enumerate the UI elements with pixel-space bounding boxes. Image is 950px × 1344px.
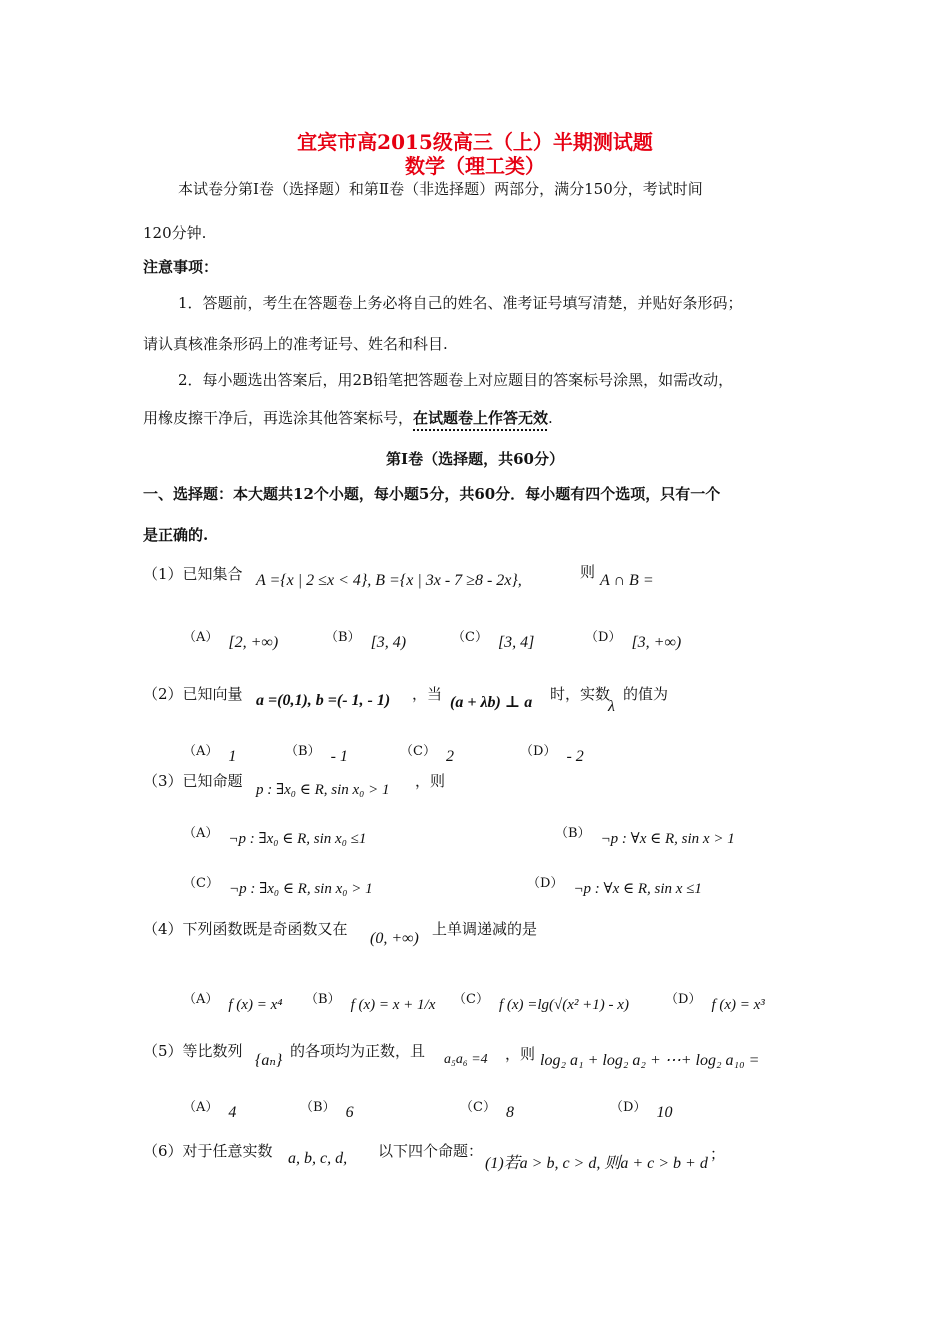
question-1-then: 则 — [580, 563, 596, 581]
note-2-period: . — [548, 409, 553, 427]
option-label: （A） — [183, 744, 219, 759]
question-5-option-c — [460, 1096, 514, 1122]
question-6-mid: 以下四个命题： — [378, 1142, 484, 1160]
option-value: ¬p : ∀x ∈ R, sin x > 1 — [600, 831, 735, 847]
question-2-tail: 时，实数 — [550, 685, 611, 703]
question-6-proposition-1: (1)若a > b, c > d, 则a + c > b + d — [485, 1155, 708, 1172]
question-1-option-d — [585, 626, 681, 652]
question-4-option-a — [183, 988, 282, 1014]
option-label: （B） — [305, 992, 341, 1007]
note-2-line-2 — [143, 407, 553, 428]
part1-heading: 第Ⅰ卷（选择题，共60分） — [386, 450, 564, 468]
question-5-stem: （5）等比数列 — [143, 1042, 243, 1060]
option-label: （A） — [183, 826, 219, 841]
question-4-option-b — [305, 988, 435, 1014]
question-2-vectors: a =(0,1), b =(- 1, - 1) — [256, 692, 391, 709]
option-label: （B） — [285, 744, 321, 759]
option-label: （C） — [452, 630, 488, 645]
question-1-stem: （1）已知集合 — [143, 565, 243, 583]
question-3-stem: （3）已知命题 — [143, 772, 243, 790]
question-5-then: ，则 — [505, 1045, 536, 1063]
option-label: （A） — [183, 630, 219, 645]
question-2-option-b — [285, 740, 348, 766]
option-label: （D） — [520, 744, 557, 759]
question-4-interval: (0, +∞) — [370, 930, 419, 947]
question-3-then: ，则 — [415, 772, 446, 790]
option-label: （C） — [453, 992, 489, 1007]
intro-line-2: 120分钟. — [143, 224, 207, 242]
question-3-option-c — [183, 872, 373, 898]
question-2-condition: (a + λb) ⊥ a — [450, 694, 533, 711]
option-value: f (x) =lg(√(x² +1) - x) — [498, 997, 629, 1013]
notes-heading: 注意事项： — [143, 258, 219, 276]
option-label: （B） — [300, 1100, 336, 1115]
option-label: （C） — [183, 876, 219, 891]
exam-title: 宜宾市高2015级高三（上）半期测试题 — [297, 130, 653, 154]
option-value: 8 — [505, 1104, 514, 1121]
option-value: [3, 4] — [497, 634, 535, 651]
question-1-expression: A ∩ B = — [600, 572, 654, 589]
option-label: （C） — [400, 744, 436, 759]
option-value: f (x) = x⁴ — [228, 997, 283, 1013]
note-1-line-1: 1．答题前，考生在答题卷上务必将自己的姓名、准考证号填写清楚，并贴好条形码； — [178, 294, 743, 312]
question-5-expression: log₂ a₁ + log₂ a₂ + ⋯+ log₂ a₁₀ = — [540, 1052, 760, 1069]
question-3-option-b — [555, 822, 735, 848]
question-2-when: ，当 — [412, 685, 443, 703]
part1-instructions-line-1: 一、选择题：本大题共12个小题，每小题5分，共60分．每小题有四个选项，只有一个 — [143, 485, 721, 503]
question-3-proposition: p : ∃x₀ ∈ R, sin x₀ > 1 — [256, 782, 390, 798]
option-label: （C） — [460, 1100, 496, 1115]
question-2-option-c — [400, 740, 454, 766]
question-2-option-a — [183, 740, 236, 766]
option-label: （D） — [527, 876, 564, 891]
question-5-condition: a₅a₆ =4 — [444, 1052, 488, 1067]
option-value: - 2 — [566, 748, 584, 765]
option-value: [3, +∞) — [631, 634, 682, 651]
question-5-option-d — [610, 1096, 672, 1122]
option-value: f (x) = x³ — [711, 997, 765, 1013]
note-2-line-1: 2．每小题选出答案后，用2B铅笔把答题卷上对应题目的答案标号涂黑，如需改动， — [178, 371, 734, 389]
option-value: 2 — [445, 748, 454, 765]
option-value: 6 — [345, 1104, 354, 1121]
note-1-line-2: 请认真核准条形码上的准考证号、姓名和科目. — [143, 335, 448, 353]
option-label: （B） — [325, 630, 361, 645]
question-3-option-a — [183, 822, 366, 848]
question-5-option-b — [300, 1096, 354, 1122]
question-1-option-a — [183, 626, 278, 652]
question-1-option-b — [325, 626, 406, 652]
option-value: - 1 — [330, 748, 348, 765]
question-6-variables: a, b, c, d, — [288, 1150, 348, 1167]
option-label: （A） — [183, 1100, 219, 1115]
option-label: （A） — [183, 992, 219, 1007]
question-2-lambda: λ — [608, 698, 615, 715]
question-3-option-d — [527, 872, 702, 898]
note-2-line-2-text: 用橡皮擦干净后，再选涂其他答案标号， — [143, 409, 414, 427]
option-value: f (x) = x + 1/x — [350, 997, 436, 1013]
question-4-tail: 上单调递减的是 — [432, 920, 538, 938]
question-4-stem: （4）下列函数既是奇函数又在 — [143, 920, 348, 938]
option-value: 4 — [228, 1104, 237, 1121]
note-2-emphasis: 在试题卷上作答无效 — [413, 409, 549, 427]
question-4-option-d — [665, 988, 765, 1014]
question-1-sets: A ={x | 2 ≤x < 4}, B ={x | 3x - 7 ≥8 - 2x}, — [256, 572, 522, 589]
option-value: 10 — [656, 1104, 673, 1121]
option-value: ¬p : ∀x ∈ R, sin x ≤1 — [573, 881, 702, 897]
option-label: （D） — [585, 630, 622, 645]
question-5-option-a — [183, 1096, 236, 1122]
question-1-option-c — [452, 626, 534, 652]
option-value: ¬p : ∃x₀ ∈ R, sin x₀ ≤1 — [228, 831, 367, 847]
option-value: 1 — [228, 748, 237, 765]
intro-line-1: 本试卷分第Ⅰ卷（选择题）和第Ⅱ卷（非选择题）两部分，满分150分，考试时间 — [178, 180, 703, 198]
question-2-end: 的值为 — [623, 685, 669, 703]
option-value: ¬p : ∃x₀ ∈ R, sin x₀ > 1 — [228, 881, 373, 897]
question-6-semicolon: ； — [710, 1145, 726, 1163]
option-label: （B） — [555, 826, 591, 841]
question-5-mid: 的各项均为正数，且 — [290, 1042, 426, 1060]
option-label: （D） — [610, 1100, 647, 1115]
question-2-option-d — [520, 740, 584, 766]
part1-instructions-line-2: 是正确的. — [143, 526, 209, 544]
exam-subtitle: 数学（理工类） — [405, 154, 545, 178]
question-2-stem: （2）已知向量 — [143, 685, 243, 703]
question-4-option-c — [453, 988, 629, 1014]
option-value: [3, 4) — [370, 634, 407, 651]
option-value: [2, +∞) — [228, 634, 279, 651]
option-label: （D） — [665, 992, 702, 1007]
question-6-stem: （6）对于任意实数 — [143, 1142, 273, 1160]
question-5-sequence: {aₙ} — [255, 1052, 283, 1069]
